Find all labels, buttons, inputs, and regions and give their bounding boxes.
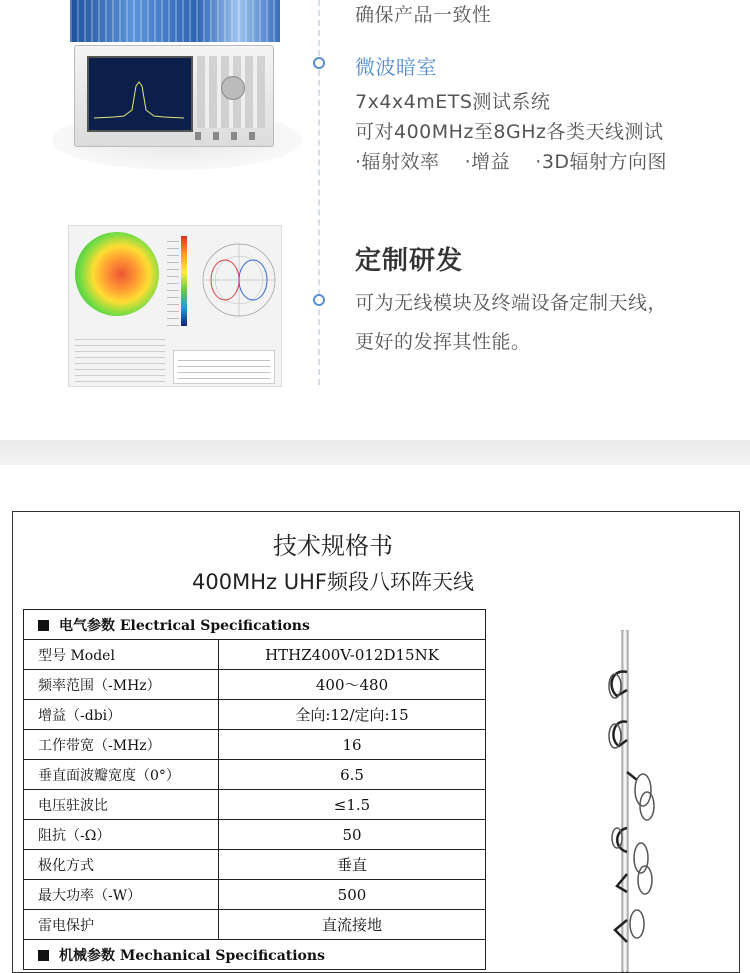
table-row (24, 670, 486, 700)
row-value: ≤1.5 (219, 790, 486, 820)
chamber-line: 可对400MHz至8GHz各类天线测试 (355, 121, 664, 143)
spec-subtitle: 400MHz UHF频段八环阵天线 (192, 570, 474, 594)
row-label: 垂直面波瓣宽度（0°） (24, 760, 219, 790)
timeline-dot-chamber (313, 57, 325, 69)
intro-tail-text: 确保产品一致性 (355, 4, 492, 26)
table-section-header (24, 610, 486, 640)
row-label: 电压驻波比 (24, 790, 219, 820)
section-divider (0, 440, 750, 465)
table-row (24, 850, 486, 880)
analyzer-knob (221, 76, 245, 100)
chamber-title: 微波暗室 (355, 55, 437, 79)
row-label: 最大功率（-W） (24, 880, 219, 910)
antenna-array-image (603, 630, 673, 972)
custom-line: 可为无线模块及终端设备定制天线， (355, 292, 668, 314)
row-value: 全向:12/定向:15 (219, 700, 486, 730)
custom-title: 定制研发 (355, 246, 464, 276)
row-value: 16 (219, 730, 486, 760)
table-section-header (24, 940, 486, 970)
spec-sheet (12, 511, 740, 973)
table-row (24, 730, 486, 760)
table-row (24, 760, 486, 790)
row-label: 阻抗（-Ω） (24, 820, 219, 850)
row-value: 直流接地 (219, 910, 486, 940)
row-value: 50 (219, 820, 486, 850)
row-label: 极化方式 (24, 850, 219, 880)
spec-table (23, 609, 486, 970)
bullet-item: ·辐射效率 (355, 151, 440, 173)
row-value: 400～480 (219, 670, 486, 700)
analyzer-screen (87, 56, 193, 132)
table-row (24, 640, 486, 670)
analyzer-ports (195, 132, 267, 140)
feature-section (0, 0, 750, 440)
row-value: 6.5 (219, 760, 486, 790)
table-row (24, 790, 486, 820)
bullet-item: ·3D辐射方向图 (535, 151, 668, 173)
measurement-box (173, 350, 275, 384)
row-label: 增益（-dbi） (24, 700, 219, 730)
square-bullet-icon (38, 620, 49, 631)
custom-line: 更好的发挥其性能。 (355, 331, 531, 353)
row-value: HTHZ400V-012D15NK (219, 640, 486, 670)
network-analyzer-image (52, 0, 302, 175)
color-scale (181, 236, 187, 326)
bullet-item: ·增益 (464, 151, 511, 173)
row-value: 500 (219, 880, 486, 910)
row-label: 雷电保护 (24, 910, 219, 940)
spec-title: 技术规格书 (273, 532, 393, 560)
table-row (24, 880, 486, 910)
chamber-line: 7x4x4mETS测试系统 (355, 91, 551, 113)
radiation-pattern-image (68, 225, 282, 387)
mechanical-header: 机械参数 Mechanical Specifications (59, 947, 325, 964)
square-bullet-icon (38, 950, 49, 961)
table-row (24, 820, 486, 850)
row-label: 型号 Model (24, 640, 219, 670)
table-row (24, 910, 486, 940)
row-label: 工作带宽（-MHz） (24, 730, 219, 760)
analyzer-body (74, 45, 274, 147)
chamber-bullets (355, 147, 667, 174)
row-value: 垂直 (219, 850, 486, 880)
electrical-header: 电气参数 Electrical Specifications (59, 617, 310, 634)
timeline-dot-custom (313, 294, 325, 306)
table-row (24, 700, 486, 730)
3d-pattern-globe (75, 232, 159, 316)
polar-plot (199, 232, 279, 328)
row-label: 频率范围（-MHz） (24, 670, 219, 700)
spectrum-trace (94, 80, 184, 120)
